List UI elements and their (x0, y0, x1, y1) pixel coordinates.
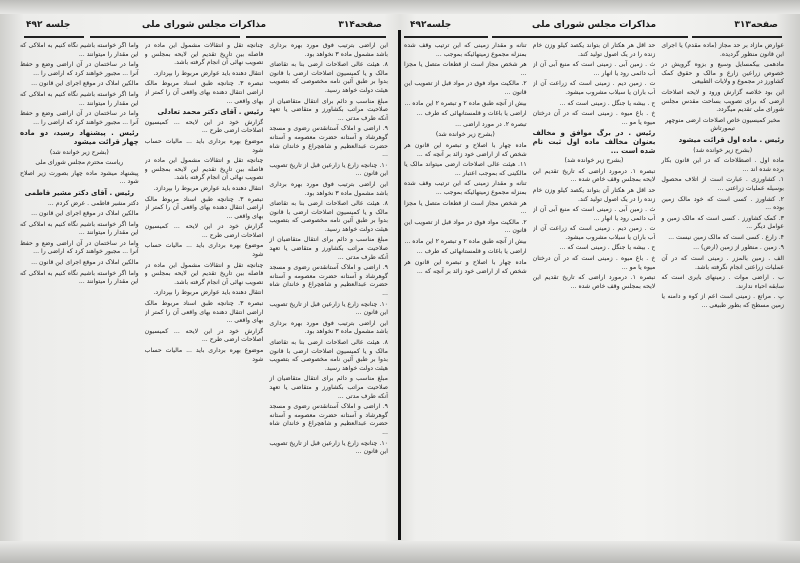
paragraph: مادهمی بیکمسایل وسیع و بزوه گرویش در خصوص زراعین زارع و مالک و حقوق کمک کشاورز در مجموع و ولایات الطبیعی (661, 61, 784, 86)
paragraph: ماده چهار با اصلاح و تبصره این قانون هر شخص که از اراضی خود زائد بر آنچه که ... (403, 259, 527, 275)
header-rule (692, 36, 782, 38)
paragraph: ۲. مالکیت مواد فوق در مواد قبل از تصویب این قانون ... (403, 80, 527, 96)
paragraph: ۱. کشاورزی . عبارت است از اتلاف محصول بوسیله عملیات زراعتی ... (661, 176, 784, 192)
paragraph: هر شخص مجاز است از قطعات متصل یا مجزا ... (403, 199, 527, 216)
paragraph: اراضی یا باغات و قلمستانهائی که طرف ... (416, 110, 527, 118)
speaker-line: رئیس . ماده اول قرائت میشود (678, 135, 784, 144)
right-page-columns (404, 42, 784, 538)
paragraph: ماده اول . اصطلاحات که در این قانون بکار برده شده اند ... (661, 157, 784, 173)
paragraph: پیشنهاد میشود ماده چهار بصورت زیر اصلاح شود ... (19, 169, 139, 186)
paragraph: ب . اراضی موات . زمینهای بایری است که سابقه احیاء ندارند. (661, 274, 784, 290)
paragraph: هر شخص مجاز است از قطعات متصل یا مجزا ... (403, 61, 527, 77)
paragraph: تبصره ۳. چنانچه طبق اسناد مربوط مالک اراضی انتقال دهنده بهای واقعی آن را کمتر از بهای واقعی ... (144, 80, 264, 105)
header-rule (404, 36, 488, 38)
paragraph: ح . بیشه یا جنگل . زمینی است که ... (559, 99, 656, 107)
paragraph: گزارش خود در این لایحه ... کمیسیون اصلاحات ارضی طرح ... (144, 223, 264, 239)
stage-direction: (بشرح زیر خوانده شد) (693, 146, 753, 154)
paragraph: ۴. زارع . کسی است که مالک زمین نیست ... (668, 233, 784, 241)
paragraph: انتقال دهنده باید عوارض مربوط را بپردازد. (153, 69, 264, 77)
paragraph: ۱۰. چنانچه زارع یا زارعین قبل از تاریخ تصویب این قانون ... (269, 161, 388, 178)
page-gutter-line (398, 30, 401, 540)
page-number: صفحه۳۱۳ (734, 20, 778, 30)
paragraph: عوارض مازاد بر حد مجاز (ماده مقدم) یا اجرای این قانون منظور گردیده. (661, 42, 784, 58)
signature-line: مخبر کمیسیون خاص اصلاحات ارضی منوچهر تیمورتاش (665, 116, 781, 133)
paragraph: مبلغ مناسب و دائم برای انتقال متقاضیان از صلاحیت مراتب بکشاورز و متقاضی یا تعهد آنکه طرف مدتی ... (269, 375, 388, 400)
paragraph: دکتر مشیر فاطمی . عرض کردم ... (47, 199, 139, 207)
paragraph: واما در ساختمان در آن اراضی وضع و حفظ آنرا ... مجبور خواهند کرد که اراضی را ... (19, 61, 139, 77)
paragraph: ماده چهار با اصلاح و تبصره این قانون هر شخص که از اراضی خود زائد بر آنچه که ... (403, 141, 527, 158)
paragraph: تبصره ۳. چنانچه طبق اسناد مربوط مالک اراضی انتقال دهنده بهای واقعی آن را کمتر از بهای واقعی ... (144, 300, 264, 325)
paragraph: مبلغ مناسب و دائم برای انتقال متقاضیان از صلاحیت مراتب بکشاورز و متقاضی یا تعهد آنکه طرف مدتی ... (269, 236, 388, 261)
header-rule (492, 36, 688, 38)
paragraph: واما در ساختمان در آن اراضی وضع و حفظ آنرا ... مجبور خواهند کرد که اراضی را ... (19, 110, 139, 126)
text-column (661, 42, 784, 538)
paragraph: ح . بیشه یا جنگل . زمینی است که ... (559, 244, 656, 252)
paragraph: ۹. اراضی و املاک آستانقدس رضوی و مسجد گوهرشاد و آستانه حضرت معصومه و آستانه حضرت عبدالعظیم و شاهچراغ و خاندان شاه ... (269, 403, 388, 436)
paragraph: بیش از آنچه طبق ماده ۲ و تبصره ۲ این ماده ... (404, 99, 527, 107)
paragraph: ۸. هیئت عالی اصلاحات ارضی بنا به تقاضای مالک و یا کمیسیون اصلاحات ارضی با قانون بدوا بر طبق آئین نامه مخصوصی که بتصویب هیئت دولت خواهد رسید. (269, 61, 388, 94)
left-page-header (20, 18, 388, 36)
right-page (404, 18, 784, 538)
paragraph: گزارش خود در این لایحه ... کمیسیون اصلاحات ارضی طرح ... (144, 118, 264, 135)
speaker-line: رئیس . پیشنهاد رسید، دو ماده چهار قرائت میشود (19, 129, 139, 146)
paragraph: ۸. هیئت عالی اصلاحات ارضی بنا به تقاضای مالک و یا کمیسیون اصلاحات ارضی با قانون بدوا بر طبق آئین نامه مخصوصی که بتصویب هیئت دولت خواهد رسید. (269, 200, 388, 233)
left-page-columns (20, 42, 388, 538)
paragraph: ۱۱. هیئت عالی اصلاحات ارضی میتواند مالک یا مالکینی که بموجب اعتبار ... (403, 161, 527, 177)
stage-direction: (بشرح زیر خوانده شد) (435, 131, 495, 139)
paragraph: انتقال دهنده باید عوارض مربوط را بپردازد. (153, 184, 264, 192)
paragraph: موضوع بهره برداری باید ... مالیات حساب شود (144, 242, 264, 259)
speaker-line: رئیس . در برگ موافق و مخالف بعنوان مخالف ماده اول ثبت نام شده است ... (532, 129, 656, 155)
paragraph: مبلغ مناسب و دائم برای انتقال متقاضیان از صلاحیت مراتب بکشاورز و متقاضی یا تعهد آنکه طرف مدتی ... (269, 97, 388, 122)
paragraph: چنانچه تقل و انتقالات مشمول این ماده در فاصله بین تاریخ تقدیم این لایحه بمجلس و تصویب نهائی آن انجام گرفته باشد. (144, 157, 264, 182)
text-column (533, 42, 656, 538)
text-column (269, 42, 388, 538)
paragraph: ۲. کشاورز . کسی است که خود مالک زمین بوده ... (661, 195, 784, 212)
paragraph: ث . زمین آبی . زمینی است که منبع آبی آن از آب دائمی رود یا انهار ... (532, 61, 656, 77)
paragraph: مالکین املاک در موقع اجرای این قانون ... (31, 80, 139, 88)
paragraph: تنانه و مقدار زمینی که این ترتیب وقف شده بمنزله مجموع زمینهائیکه بموجب ... (403, 180, 527, 196)
paragraph: مالکین املاک در موقع اجرای این قانون ... (31, 259, 139, 267)
paragraph: تبصره ۱. درمورد اراضی که تاریخ تقدیم این لایحه بمجلس وقف خاص شده ... (532, 274, 656, 290)
paragraph: خ . باغ میوه . زمینی است که در آن درختان میوه یا مو ... (532, 255, 656, 271)
paragraph: واما در ساختمان در آن اراضی وضع و حفظ آنرا ... مجبور خواهند کرد که اراضی را ... (19, 239, 139, 256)
paragraph: این بود خلاصه گزارش ورود و لایحه اصلاحات ارضی که برای تصویب بساحت مقدس مجلس شورای ملی تقدیم میگردد. (661, 88, 784, 114)
left-page (20, 18, 388, 538)
stage-direction: (بشرح زیر خوانده شد) (564, 157, 624, 165)
paragraph: مالکین املاک در موقع اجرای این قانون ... (31, 210, 139, 218)
header-rule (90, 36, 240, 38)
paragraph: واما اگر خواسته باشیم نگاه کنیم به املاکی که این مقدار را میتوانند ... (19, 42, 139, 58)
paragraph: ۸. هیئت عالی اصلاحات ارضی بنا به تقاضای مالک و یا کمیسیون اصلاحات ارضی با قانون بدوا بر طبق آئین نامه مخصوصی که بتصویب هیئت دولت خواهد رسید. (269, 339, 388, 372)
paragraph: ۱۰. چنانچه زارع یا زارعین قبل از تاریخ تصویب این قانون ... (269, 300, 388, 317)
text-column (404, 42, 527, 538)
page-number: صفحه۳۱۴ (338, 20, 382, 30)
address-line: ریاست محترم مجلس شورای ملی (35, 159, 124, 167)
paragraph: انتقال دهنده باید عوارض مربوط را بپردازد. (153, 289, 264, 297)
paragraph: حد اقل هر هکتار آن بتواند یکصد کیلو وزن خام زنده را در یک اصول تولید کند. (532, 186, 656, 203)
header-rule (246, 36, 386, 38)
paragraph: چنانچه تقل و انتقالات مشمول این ماده در فاصله بین تاریخ تقدیم این لایحه بمجلس و تصویب نهائی آن انجام گرفته باشد. (144, 261, 264, 286)
paragraph: ث . زمین آبی . زمینی است که منبع آبی آن از آب دائمی رود یا انهار ... (532, 206, 656, 222)
paragraph: ۹. زمین . منظور از زمین (ارض) ... (693, 244, 784, 252)
paragraph: الف . زمین بالمزر . زمینی است که در آن عملیات زراعتی انجام نگرفته باشد. (661, 255, 784, 271)
paragraph: ت . زمین دیم . زمینی است که زراعت آن از آب باران یا سیلاب مشروب میشود. (532, 80, 656, 96)
right-page-header (404, 18, 784, 36)
scan-edge-bottom (0, 541, 800, 563)
paragraph: ت . زمین دیم . زمینی است که زراعت آن از آب باران یا سیلاب مشروب میشود. (532, 225, 656, 241)
speaker-line: رئیس . آقای دکتر مشیر فاطمی (24, 188, 135, 197)
paragraph: این اراضی بترتیب فوق مورد بهره برداری باشد مشمول ماده ۳ نخواهد بود. (269, 319, 388, 336)
speaker-line: رئیس . آقای دکتر محمد تعادلی (157, 108, 264, 117)
paragraph: این اراضی بترتیب فوق مورد بهره برداری باشد مشمول ماده ۳ نخواهد بود. (269, 180, 388, 197)
paragraph: واما اگر خواسته باشیم نگاه کنیم به املاکی که این مقدار را میتوانند ... (19, 90, 139, 107)
paragraph: گزارش خود در این لایحه ... کمیسیون اصلاحات ارضی طرح ... (144, 327, 264, 344)
paragraph: تبصره ۱. درمورد اراضی که تاریخ تقدیم این لایحه بمجلس وقف خاص شده ... (532, 167, 656, 184)
paragraph: تنانه و مقدار زمینی که این ترتیب وقف شده بمنزله مجموع زمینهائیکه بموجب ... (403, 42, 527, 58)
page-title: مذاکرات مجلس شورای ملی (141, 20, 267, 30)
paragraph: حد اقل هر هکتار آن بتواند یکصد کیلو وزن خام زنده را در یک اصول تولید کند. (532, 42, 656, 58)
paragraph: واما اگر خواسته باشیم نگاه کنیم به املاکی که این مقدار را میتوانند ... (19, 220, 139, 237)
paragraph: خ . باغ میوه . زمینی است که در آن درختان میوه یا مو ... (532, 110, 656, 126)
session-number: جلسه۴۹۲ (410, 20, 452, 30)
paragraph: واما اگر خواسته باشیم نگاه کنیم به املاکی که این مقدار را میتوانند ... (19, 269, 139, 286)
paragraph: موضوع بهره برداری باید ... مالیات حساب شود (144, 347, 264, 363)
paragraph: بیش از آنچه طبق ماده ۲ و تبصره ۲ این ماده ... (404, 237, 527, 245)
paragraph: ۳. کمک کشاورز . کسی است که مالک زمین و عوامل دیگر ... (661, 214, 784, 231)
stage-direction: (بشرح زیر خوانده شد) (49, 148, 109, 156)
paragraph: پ . مراتع . زمینی است اعم از کوه و دامنه یا زمین مسطح که بطور طبیعی ... (661, 293, 784, 310)
paragraph: ۲. مالکیت مواد فوق در مواد قبل از تصویب این قانون ... (403, 218, 527, 235)
text-column (20, 42, 139, 538)
paragraph: ۹. اراضی و املاک آستانقدس رضوی و مسجد گوهرشاد و آستانه حضرت معصومه و آستانه حضرت عبدالعظیم و شاهچراغ و خاندان شاه ... (269, 125, 388, 159)
paragraph: موضوع بهره برداری باید ... مالیات حساب شود (144, 137, 264, 154)
header-rule (24, 36, 84, 38)
paragraph: ۹. اراضی و املاک آستانقدس رضوی و مسجد گوهرشاد و آستانه حضرت معصومه و آستانه حضرت عبدالعظیم و شاهچراغ و خاندان شاه ... (269, 264, 388, 298)
paragraph: ۱۰. چنانچه زارع یا زارعین قبل از تاریخ تصویب این قانون ... (269, 439, 388, 456)
paragraph: تبصره ۳. چنانچه طبق اسناد مربوط مالک اراضی انتقال دهنده بهای واقعی آن را کمتر از بهای واقعی ... (144, 195, 264, 220)
page-title: مذاکرات مجلس شورای ملی (531, 20, 657, 30)
paragraph: این اراضی بترتیب فوق مورد بهره برداری باشد مشمول ماده ۳ نخواهد بود. (269, 42, 388, 58)
paragraph: چنانچه تقل و انتقالات مشمول این ماده در فاصله بین تاریخ تقدیم این لایحه بمجلس و تصویب نهائی آن انجام گرفته باشد. (144, 42, 264, 67)
session-number: جلسه ۴۹۲ (26, 20, 71, 30)
scan-edge-top (0, 0, 800, 14)
text-column (145, 42, 264, 538)
paragraph: تبصره ۲. در مورد اراضی ... (455, 120, 527, 128)
paragraph: اراضی یا باغات و قلمستانهائی که طرف ... (416, 248, 527, 256)
